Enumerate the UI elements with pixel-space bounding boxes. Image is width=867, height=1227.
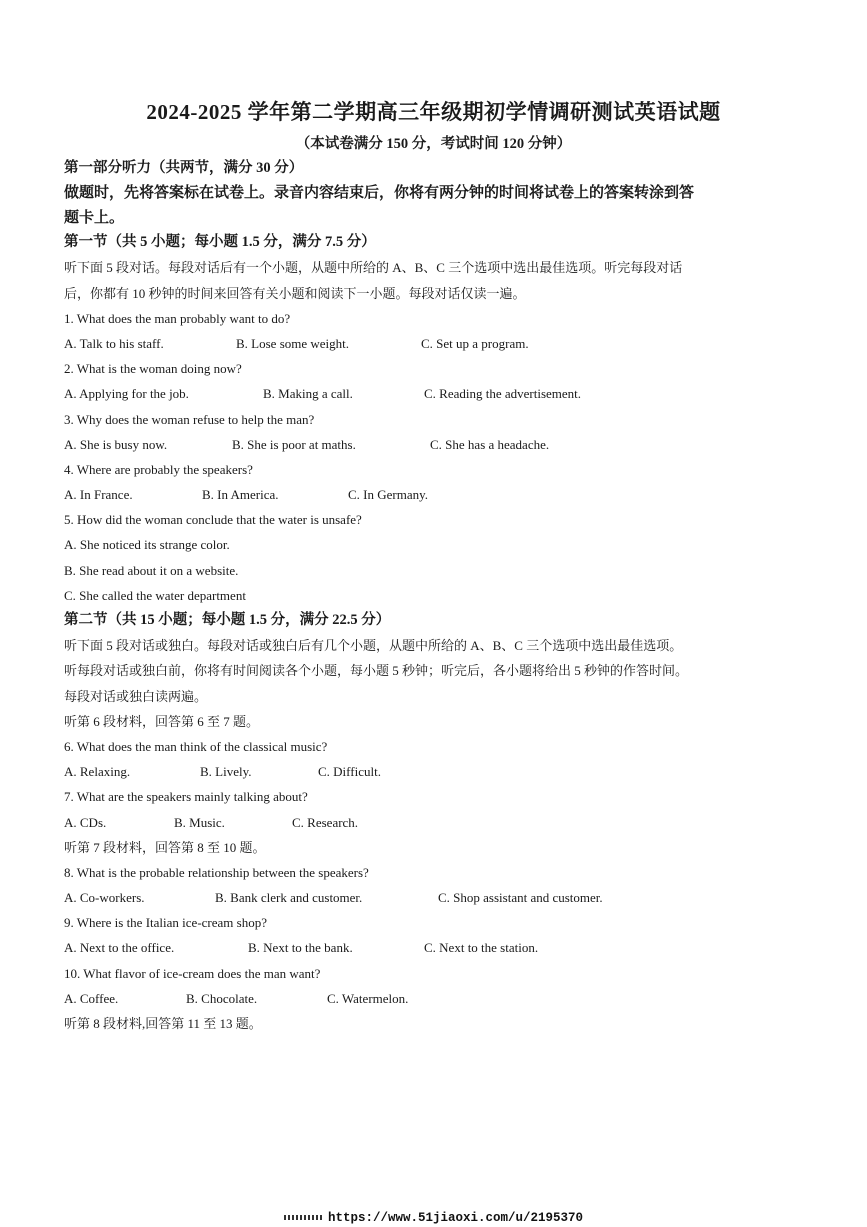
option-b: B. In America. [202, 487, 279, 503]
question-3-options [64, 432, 804, 457]
option-c: C. Research. [292, 814, 359, 830]
option-a: A. CDs. [64, 814, 107, 830]
page-subtitle: （本试卷满分 150 分，考试时间 120 分钟） [295, 136, 572, 152]
question-8-options [64, 885, 804, 910]
option-b: B. Chocolate. [186, 990, 258, 1006]
option-c: C. Set up a program. [421, 335, 529, 351]
question-10: 10. What flavor of ice-cream does the man want? [64, 965, 321, 981]
question-4: 4. Where are probably the speakers? [64, 461, 253, 477]
question-9: 9. Where is the Italian ice-cream shop? [64, 915, 267, 931]
section1-directions-line1: 听下面 5 段对话。每段对话后有一个小题，从题中所给的 A、B、C 三个选项中选出最佳选项。听完每段对话 [64, 260, 683, 276]
material-6-note: 听第 6 段材料，回答第 6 至 7 题。 [64, 713, 260, 729]
option-a: A. Coffee. [64, 990, 119, 1006]
question-2-options [64, 381, 804, 406]
material-7-note: 听第 7 段材料，回答第 8 至 10 题。 [64, 839, 266, 855]
section2-directions-line1: 听下面 5 段对话或独白。每段对话或独白后有几个小题，从题中所给的 A、B、C 三个选项中选出最佳选项。 [64, 638, 683, 654]
option-b: B. She is poor at maths. [232, 436, 356, 452]
option-c: C. In Germany. [348, 487, 429, 503]
question-6: 6. What does the man think of the classical music? [64, 738, 328, 754]
part1-instruction-line2: 题卡上。 [64, 209, 125, 226]
option-b: B. Music. [174, 814, 225, 830]
question-6-options [64, 759, 804, 784]
option-b: B. She read about it on a website. [64, 562, 239, 578]
option-c: C. Reading the advertisement. [424, 386, 582, 402]
material-8-note: 听第 8 段材料,回答第 11 至 13 题。 [64, 1016, 262, 1031]
section1-directions-line2: 后，你都有 10 秒钟的时间来回答有关小题和阅读下一小题。每段对话仅读一遍。 [64, 285, 526, 301]
option-a: A. She is busy now. [64, 436, 168, 452]
question-4-options [64, 482, 804, 507]
option-a: A. Talk to his staff. [64, 335, 164, 351]
section2-heading: 第二节（共 15 小题；每小题 1.5 分，满分 22.5 分） [64, 612, 391, 628]
option-a: A. Relaxing. [64, 764, 131, 780]
footer-url[interactable]: https://www.51jiaoxi.com/u/2195370 [327, 1211, 584, 1225]
option-c: C. Next to the station. [424, 940, 539, 956]
option-b: B. Bank clerk and customer. [215, 890, 363, 906]
option-b: B. Making a call. [263, 386, 353, 402]
footer-watermark [0, 1211, 867, 1225]
option-c: C. Shop assistant and customer. [438, 890, 603, 906]
option-a: A. She noticed its strange color. [64, 537, 230, 553]
question-7: 7. What are the speakers mainly talking about? [64, 789, 308, 805]
option-b: B. Lose some weight. [236, 335, 350, 351]
option-b: B. Lively. [200, 764, 252, 780]
page-title: 2024-2025 学年第二学期高三年级期初学情调研测试英语试题 [146, 100, 721, 124]
option-c: C. Watermelon. [327, 990, 409, 1006]
section2-directions-line3: 每段对话或独白读两遍。 [64, 688, 208, 704]
question-7-options [64, 810, 804, 835]
watermark-logo-icon [284, 1215, 322, 1220]
option-c: C. She has a headache. [430, 436, 550, 452]
section2-directions-line2: 听每段对话或独白前，你将有时间阅读各个小题，每小题 5 秒钟；听完后，各小题将给出 5 秒钟的作答时间。 [64, 663, 689, 679]
section1-heading: 第一节（共 5 小题；每小题 1.5 分，满分 7.5 分） [64, 234, 376, 251]
question-5: 5. How did the woman conclude that the water is unsafe? [64, 512, 362, 528]
option-c: C. Difficult. [318, 764, 381, 780]
option-a: A. Next to the office. [64, 940, 175, 956]
exam-content [64, 156, 804, 1036]
question-2: 2. What is the woman doing now? [64, 361, 242, 377]
question-1: 1. What does the man probably want to do? [64, 310, 291, 326]
option-c: C. She called the water department [64, 587, 246, 603]
question-9-options [64, 935, 804, 960]
question-10-options [64, 986, 804, 1011]
question-1-options [64, 331, 804, 356]
option-b: B. Next to the bank. [248, 940, 353, 956]
option-a: A. In France. [64, 487, 133, 503]
part1-heading: 第一部分听力（共两节，满分 30 分） [64, 160, 304, 176]
part1-instruction-line1: 做题时，先将答案标在试卷上。录音内容结束后，你将有两分钟的时间将试卷上的答案转涂到答 [64, 185, 695, 202]
question-3: 3. Why does the woman refuse to help the man? [64, 411, 315, 427]
option-a: A. Applying for the job. [64, 386, 189, 402]
option-a: A. Co-workers. [64, 890, 145, 906]
question-8: 8. What is the probable relationship between the speakers? [64, 864, 369, 880]
